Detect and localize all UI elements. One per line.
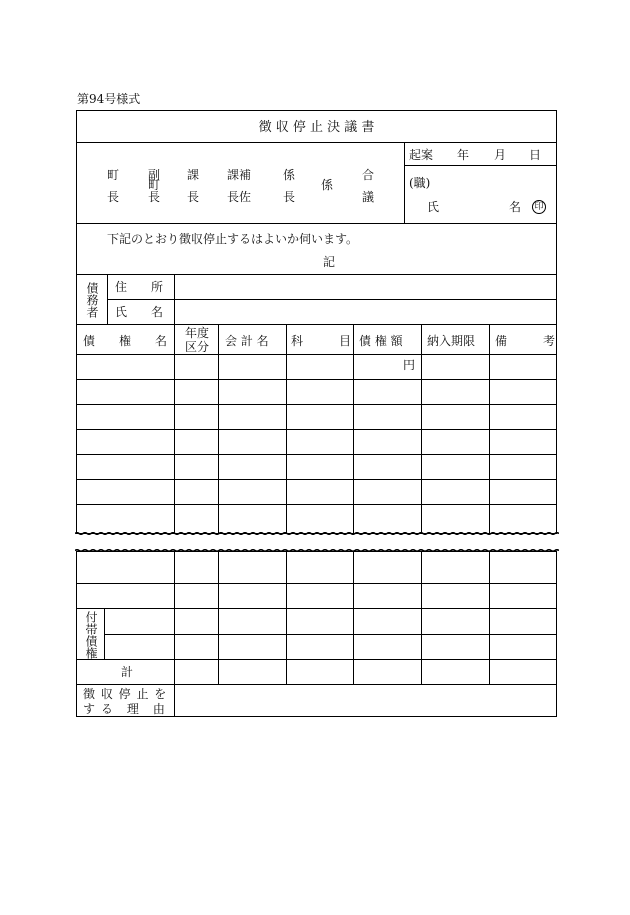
ancillary-label: 付帯債権 — [84, 611, 98, 659]
approval-deputy-bottom: 長 — [148, 190, 161, 204]
draft-day: 日 — [529, 148, 542, 162]
debtor-name-label: 氏 名 — [115, 305, 164, 319]
col-fiscal-year-1: 年度 — [185, 326, 210, 340]
approval-section-chief-top: 課 — [187, 168, 200, 182]
break-line-top — [75, 532, 559, 535]
col-item: 科 目 — [291, 334, 352, 348]
position-label: (職) — [409, 176, 431, 190]
approval-subsection-bottom: 長 — [283, 190, 296, 204]
col-deadline: 納入期限 — [427, 334, 476, 348]
approval-deputy-mid: 町 — [148, 178, 161, 192]
approval-staff: 係 — [321, 178, 334, 192]
lower-form — [76, 551, 557, 717]
yen-unit: 円 — [403, 358, 416, 372]
approval-consult-bottom: 議 — [362, 190, 375, 204]
approval-subsection-top: 係 — [283, 168, 296, 182]
name-label-right: 名 — [509, 200, 522, 214]
debtor-address-label: 住 所 — [115, 280, 164, 294]
approval-consult-top: 合 — [362, 168, 375, 182]
reason-label-2: す る 理 由 — [83, 702, 166, 716]
approval-mayor: 町 — [107, 168, 120, 182]
form-title: 徴 収 停 止 決 議 書 — [258, 120, 375, 135]
draft-year: 年 — [457, 148, 470, 162]
approval-assistant-top: 課補 — [227, 168, 252, 182]
draft-month: 月 — [494, 148, 507, 162]
upper-form — [76, 110, 557, 534]
col-amount: 債 権 額 — [359, 334, 403, 348]
draft-date-label: 起案 — [409, 148, 434, 162]
approval-assistant-bottom: 長佐 — [227, 190, 252, 204]
total-label: 計 — [121, 665, 134, 679]
reason-label-1: 徴 収 停 止 を — [83, 687, 168, 701]
intro-text: 下記のとおり徴収停止するはよいか伺います。 — [107, 232, 359, 246]
approval-mayor-bottom: 長 — [107, 190, 120, 204]
name-label-left: 氏 — [427, 200, 440, 214]
col-claim-name: 債 権 名 — [83, 334, 168, 348]
ki-label: 記 — [323, 255, 336, 269]
debtor-label: 債務者 — [85, 282, 99, 318]
form-number: 第94号様式 — [77, 92, 141, 106]
approval-deputy-top: 副 — [148, 168, 161, 182]
approval-section-chief-bottom: 長 — [187, 190, 200, 204]
col-fiscal-year-2: 区分 — [185, 340, 210, 354]
col-account: 会 計 名 — [225, 334, 269, 348]
seal-icon: 印 — [532, 200, 546, 214]
col-remarks: 備 考 — [495, 334, 556, 348]
